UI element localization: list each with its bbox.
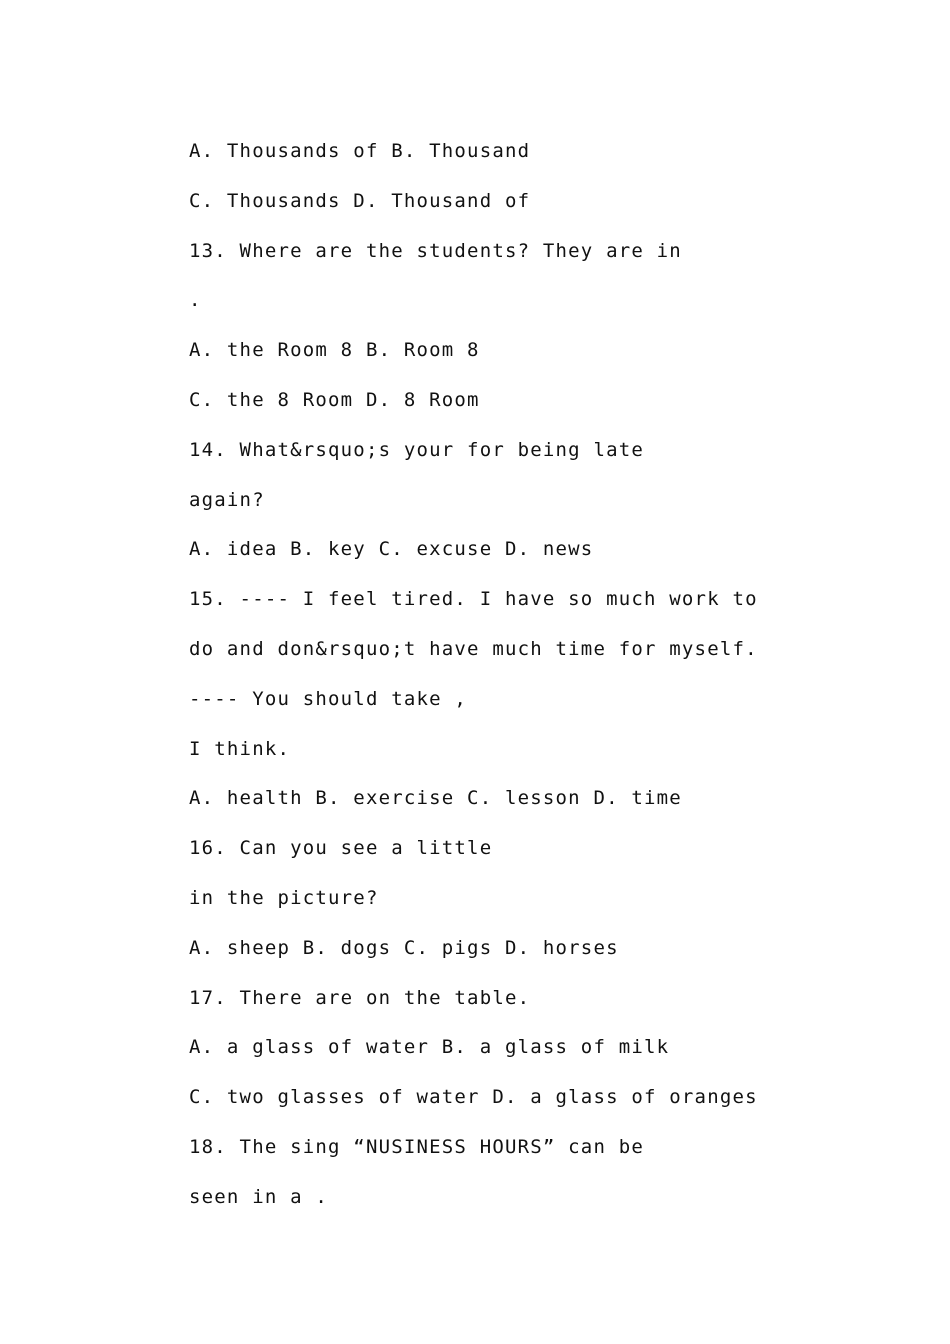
question-14-text: 14. What&rsquo;s your for being late — [189, 438, 645, 461]
question-13-text: 13. Where are the students? They are in — [189, 239, 682, 262]
question-15-text: 15. ---- I feel tired. I have so much work to — [189, 588, 758, 611]
question-15-continuation: do and don&rsquo;t have much time for myself. — [189, 637, 758, 660]
option-line-13-cd: C. the 8 Room D. 8 Room — [189, 388, 480, 411]
option-line-16: A. sheep B. dogs C. pigs D. horses — [189, 936, 619, 959]
option-line-12-ab: A. Thousands of B. Thousand — [189, 140, 531, 162]
option-line-17-ab: A. a glass of water B. a glass of milk — [189, 1036, 670, 1059]
question-18-continuation: seen in a . — [189, 1185, 329, 1208]
question-text-block — [189, 137, 909, 1233]
question-16-text: 16. Can you see a little — [189, 837, 493, 860]
question-17-text: 17. There are on the table. — [189, 986, 531, 1009]
question-15-reply-continuation: I think. — [189, 737, 291, 760]
question-15-reply: ---- You should take , — [189, 687, 468, 710]
option-line-13-ab: A. the Room 8 B. Room 8 — [189, 339, 480, 362]
question-16-continuation: in the picture? — [189, 886, 379, 909]
question-13-continuation: . — [189, 289, 202, 312]
option-line-15: A. health B. exercise C. lesson D. time — [189, 787, 682, 810]
question-14-continuation: again? — [189, 488, 265, 511]
question-18-text: 18. The sing “NUSINESS HOURS” can be — [189, 1135, 645, 1158]
option-line-12-cd: C. Thousands D. Thousand of — [189, 189, 531, 212]
option-line-17-cd: C. two glasses of water D. a glass of oranges — [189, 1086, 758, 1109]
option-line-14: A. idea B. key C. excuse D. news — [189, 538, 594, 561]
